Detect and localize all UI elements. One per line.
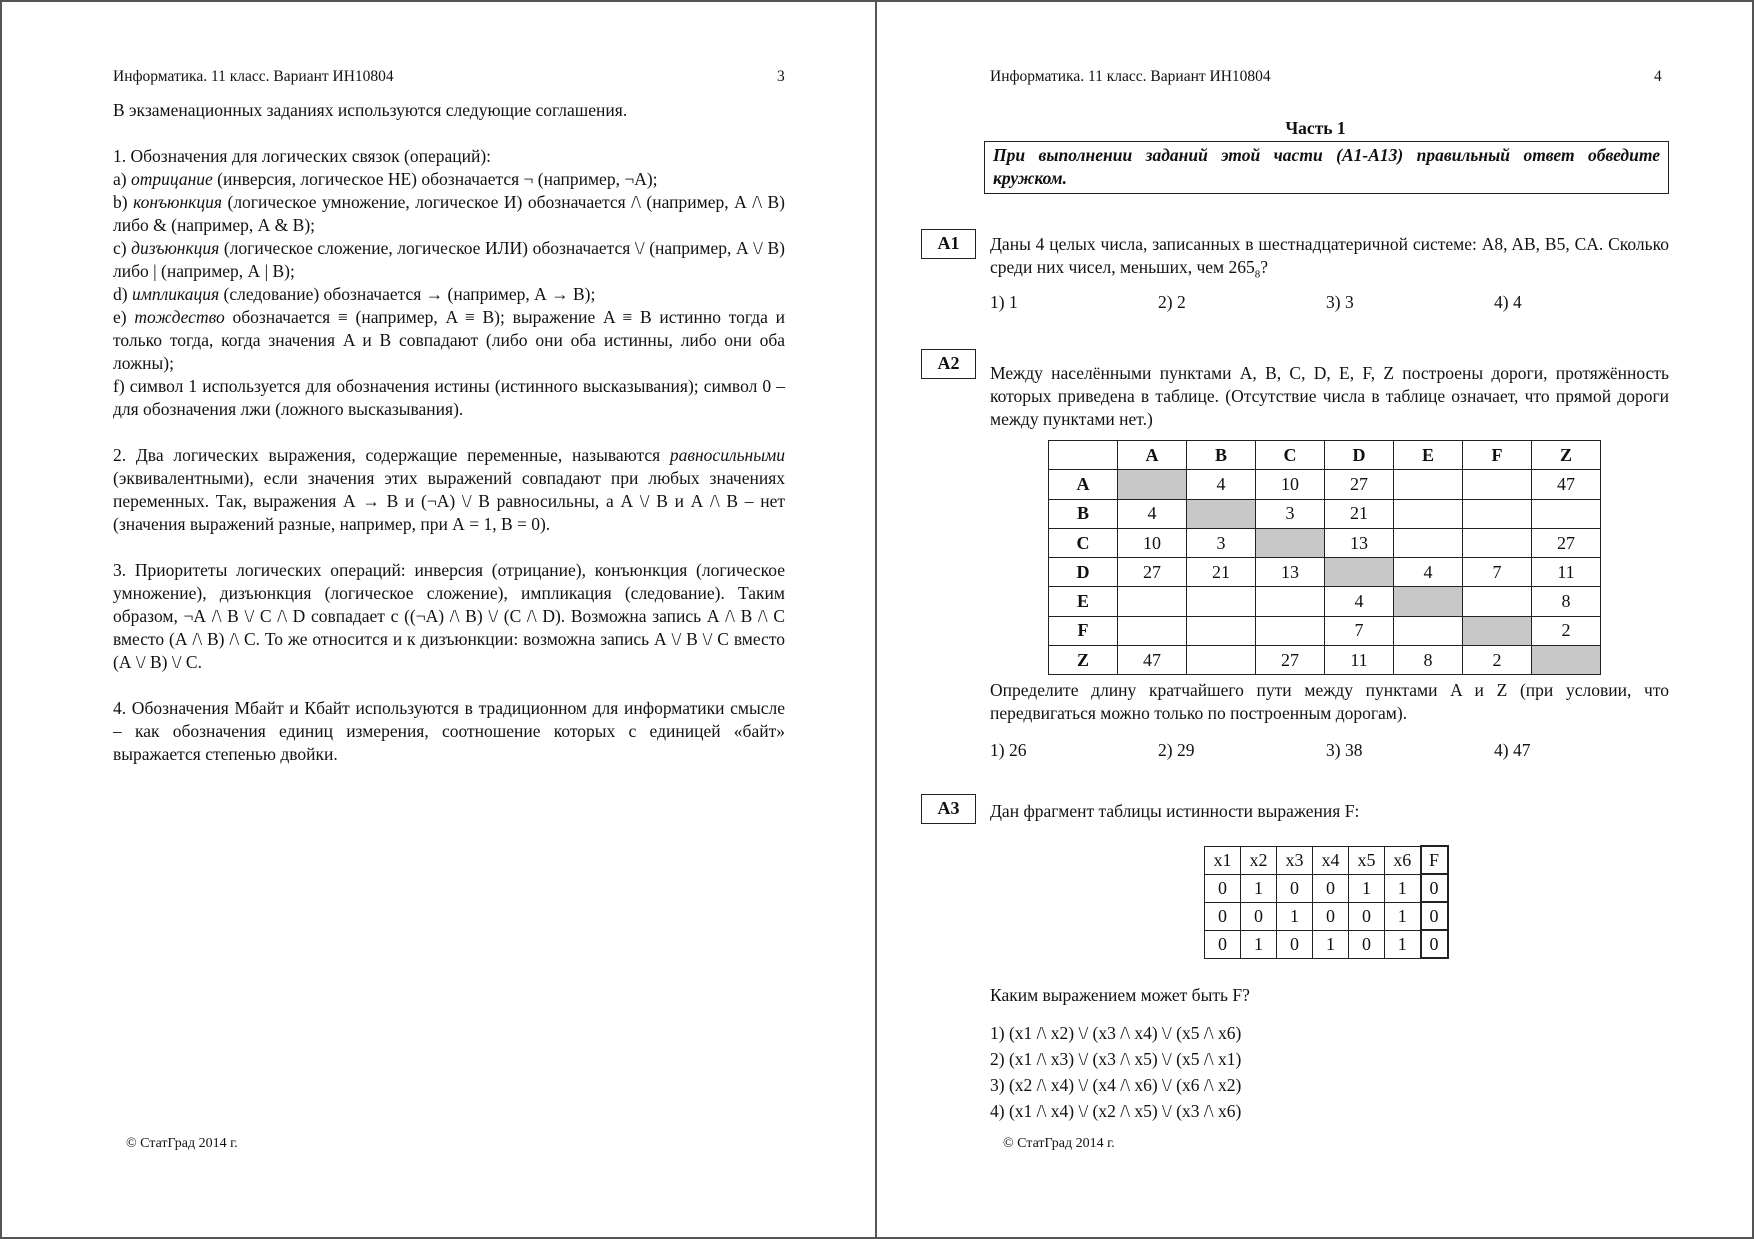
- distance-table-row-header: C: [1049, 528, 1118, 557]
- task-a3-label: А3: [921, 794, 976, 824]
- distance-table-col-header: C: [1256, 441, 1325, 470]
- truth-cell: 0: [1349, 902, 1385, 930]
- table-row: [1049, 616, 1601, 645]
- truth-cell: 0: [1277, 930, 1313, 958]
- truth-cell: 0: [1205, 930, 1241, 958]
- distance-cell: 21: [1325, 499, 1394, 528]
- distance-table-row-header: A: [1049, 470, 1118, 499]
- task-a1-answer-2[interactable]: 2) 2: [1158, 292, 1186, 312]
- distance-table-corner: [1049, 441, 1118, 470]
- task-a1-answer-1[interactable]: 1) 1: [990, 292, 1018, 312]
- truth-table-col-header: x2: [1241, 846, 1277, 874]
- truth-table-col-header: x6: [1385, 846, 1421, 874]
- truth-cell: 1: [1385, 902, 1421, 930]
- section-1-item-b: b) конъюнкция (логическое умножение, логическое И) обозначается /\ (например, А /\ В) либо & (например, А & В);: [113, 192, 785, 235]
- task-a2-answer-1[interactable]: 1) 26: [990, 740, 1027, 760]
- truth-cell: 0: [1421, 874, 1448, 902]
- distance-cell: [1187, 499, 1256, 528]
- table-row: [1049, 470, 1601, 499]
- task-a3-answer-2[interactable]: 2) (x1 /\ x3) \/ (x3 /\ x5) \/ (x5 /\ x1): [990, 1049, 1242, 1069]
- table-row: [1049, 558, 1601, 587]
- truth-table-col-header: x1: [1205, 846, 1241, 874]
- distance-cell: 4: [1394, 558, 1463, 587]
- distance-cell: [1394, 616, 1463, 645]
- truth-table-col-header: x5: [1349, 846, 1385, 874]
- task-a3-question: Каким выражением может быть F?: [990, 985, 1250, 1005]
- distance-cell: [1187, 616, 1256, 645]
- distance-cell: 27: [1325, 470, 1394, 499]
- distance-cell: [1118, 587, 1187, 616]
- right-page-header-title: Информатика. 11 класс. Вариант ИН10804: [990, 68, 1271, 85]
- distance-cell: 2: [1532, 616, 1601, 645]
- task-a3-text: Дан фрагмент таблицы истинности выражения F:: [990, 801, 1360, 821]
- left-page-header-title: Информатика. 11 класс. Вариант ИН10804: [113, 68, 394, 85]
- truth-table-col-header: F: [1421, 846, 1448, 874]
- conventions-text: [113, 99, 785, 766]
- distance-cell: 3: [1187, 528, 1256, 557]
- distance-table-col-header: F: [1463, 441, 1532, 470]
- truth-table-col-header: x3: [1277, 846, 1313, 874]
- distance-cell: [1463, 528, 1532, 557]
- distance-table-row-header: B: [1049, 499, 1118, 528]
- distance-cell: 4: [1118, 499, 1187, 528]
- truth-cell: 0: [1349, 930, 1385, 958]
- distance-cell: 13: [1325, 528, 1394, 557]
- truth-cell: 0: [1313, 874, 1349, 902]
- section-2-paragraph: 2. Два логических выражения, содержащие переменные, называются равносильными (эквивалентными), если значения этих выражений совпадают при любых значениях переменных. Так, выражения А → В и (¬А) \/ В равносильны, а А \/ В и А /\ В – нет (значения выражений разные, например, при А = 1, В = 0).: [113, 445, 785, 534]
- distance-table: [1048, 440, 1601, 675]
- distance-table-col-header: E: [1394, 441, 1463, 470]
- distance-cell: 2: [1463, 646, 1532, 675]
- distance-table-row-header: D: [1049, 558, 1118, 587]
- distance-cell: 27: [1256, 646, 1325, 675]
- task-a1-answer-3[interactable]: 3) 3: [1326, 292, 1354, 312]
- table-row: [1049, 528, 1601, 557]
- section-1-item-a: a) отрицание (инверсия, логическое НЕ) обозначается ¬ (например, ¬А);: [113, 169, 658, 189]
- right-page-footer: © СтатГрад 2014 г.: [1003, 1136, 1115, 1151]
- distance-cell: 13: [1256, 558, 1325, 587]
- section-1-heading: 1. Обозначения для логических связок (операций):: [113, 146, 492, 166]
- distance-table-col-header: Z: [1532, 441, 1601, 470]
- distance-cell: [1532, 646, 1601, 675]
- distance-cell: 3: [1256, 499, 1325, 528]
- distance-cell: [1394, 470, 1463, 499]
- task-a2-text: Между населёнными пунктами A, B, C, D, E, F, Z построены дороги, протяжённость которых приведена в таблице. (Отсутствие числа в таблице означает, что прямой дороги между пунктами нет.): [990, 363, 1669, 429]
- distance-cell: 11: [1325, 646, 1394, 675]
- distance-cell: [1394, 528, 1463, 557]
- distance-cell: [1532, 499, 1601, 528]
- truth-cell: 0: [1277, 874, 1313, 902]
- distance-table-col-header: B: [1187, 441, 1256, 470]
- left-page-footer: © СтатГрад 2014 г.: [126, 1136, 238, 1151]
- distance-cell: [1118, 616, 1187, 645]
- distance-cell: [1118, 470, 1187, 499]
- distance-cell: [1463, 499, 1532, 528]
- task-a1-answer-4[interactable]: 4) 4: [1494, 292, 1522, 312]
- intro-paragraph: В экзаменационных заданиях используются следующие соглашения.: [113, 100, 628, 120]
- distance-cell: 47: [1532, 470, 1601, 499]
- truth-cell: 1: [1385, 874, 1421, 902]
- task-a2-question: Определите длину кратчайшего пути между пунктами A и Z (при условии, что передвигаться можно только по построенным дорогам).: [990, 680, 1669, 723]
- truth-cell: 1: [1313, 930, 1349, 958]
- truth-cell: 1: [1385, 930, 1421, 958]
- truth-cell: 0: [1205, 902, 1241, 930]
- distance-cell: 21: [1187, 558, 1256, 587]
- left-page-number: 3: [777, 68, 785, 85]
- truth-cell: 0: [1421, 930, 1448, 958]
- distance-cell: [1256, 528, 1325, 557]
- table-row: [1049, 499, 1601, 528]
- task-a3-answer-1[interactable]: 1) (x1 /\ x2) \/ (x3 /\ x4) \/ (x5 /\ x6): [990, 1023, 1242, 1043]
- truth-table: [1204, 845, 1449, 959]
- task-a3-answer-4[interactable]: 4) (x1 /\ x4) \/ (x2 /\ x5) \/ (x3 /\ x6): [990, 1101, 1242, 1121]
- truth-cell: 0: [1313, 902, 1349, 930]
- table-row: [1049, 646, 1601, 675]
- distance-cell: [1325, 558, 1394, 587]
- distance-table-header-row: [1049, 441, 1601, 470]
- truth-cell: 0: [1241, 902, 1277, 930]
- table-row: [1049, 587, 1601, 616]
- distance-cell: [1256, 587, 1325, 616]
- distance-table-row-header: F: [1049, 616, 1118, 645]
- section-1-item-f: f) символ 1 используется для обозначения истины (истинного высказывания); символ 0 – для обозначения лжи (ложного высказывания).: [113, 376, 785, 419]
- table-row: [1205, 874, 1448, 902]
- distance-cell: [1394, 499, 1463, 528]
- task-a1-text: Даны 4 целых числа, записанных в шестнадцатеричной системе: A8, AB, B5, CA. Сколько среди них чисел, меньших, чем $265_8$?: [990, 234, 1669, 281]
- truth-table-col-header: x4: [1313, 846, 1349, 874]
- task-a2-answer-3[interactable]: 3) 38: [1326, 740, 1363, 760]
- distance-cell: [1394, 587, 1463, 616]
- section-4-paragraph: 4. Обозначения Мбайт и Кбайт используются в традиционном для информатики смысле – как обозначения единиц измерения, соотношение которых с единицей «байт» выражается степенью двойки.: [113, 698, 785, 764]
- section-3-paragraph: 3. Приоритеты логических операций: инверсия (отрицание), конъюнкция (логическое умножение), дизъюнкция (логическое сложение), импликация (следование). Таким образом, ¬А /\ В \/ С /\ D совпадает с ((¬А) /\ В) \/ (С /\ D). Возможна запись А /\ В /\ С вместо (А /\ В) /\ С. То же относится и к дизъюнкции: возможна запись А \/ В \/ С вместо (А \/ В) \/ С.: [113, 560, 785, 672]
- distance-cell: 10: [1256, 470, 1325, 499]
- table-row: [1205, 902, 1448, 930]
- task-a1-label: А1: [921, 229, 976, 259]
- truth-cell: 1: [1349, 874, 1385, 902]
- distance-cell: [1463, 616, 1532, 645]
- distance-cell: 8: [1394, 646, 1463, 675]
- task-a2-answer-4[interactable]: 4) 47: [1494, 740, 1531, 760]
- section-1-item-d: d) импликация (следование) обозначается → (например, А → В);: [113, 284, 596, 304]
- distance-table-col-header: A: [1118, 441, 1187, 470]
- distance-cell: 10: [1118, 528, 1187, 557]
- section-1-item-c: c) дизъюнкция (логическое сложение, логическое ИЛИ) обозначается \/ (например, А \/ В) либо | (например, А | В);: [113, 238, 785, 281]
- truth-table-header-row: [1205, 846, 1448, 874]
- part-title: Часть 1: [1285, 118, 1346, 138]
- task-a3-answer-3[interactable]: 3) (x2 /\ x4) \/ (x4 /\ x6) \/ (x6 /\ x2): [990, 1075, 1242, 1095]
- instruction-box: При выполнении заданий этой части (А1-А13) правильный ответ обведите кружком.: [984, 141, 1669, 194]
- distance-cell: [1187, 587, 1256, 616]
- distance-cell: [1463, 587, 1532, 616]
- truth-cell: 1: [1241, 874, 1277, 902]
- truth-cell: 0: [1205, 874, 1241, 902]
- distance-cell: 7: [1463, 558, 1532, 587]
- distance-cell: 7: [1325, 616, 1394, 645]
- distance-cell: [1463, 470, 1532, 499]
- distance-cell: 47: [1118, 646, 1187, 675]
- truth-cell: 1: [1277, 902, 1313, 930]
- task-a2-label: А2: [921, 349, 976, 379]
- distance-cell: 4: [1187, 470, 1256, 499]
- distance-table-row-header: E: [1049, 587, 1118, 616]
- distance-cell: [1256, 616, 1325, 645]
- truth-cell: 1: [1241, 930, 1277, 958]
- right-page-number: 4: [1654, 68, 1662, 85]
- task-a3-answers: [990, 1020, 1241, 1124]
- distance-cell: 27: [1118, 558, 1187, 587]
- distance-cell: 11: [1532, 558, 1601, 587]
- distance-table-col-header: D: [1325, 441, 1394, 470]
- distance-cell: [1187, 646, 1256, 675]
- distance-table-row-header: Z: [1049, 646, 1118, 675]
- truth-cell: 0: [1421, 902, 1448, 930]
- table-row: [1205, 930, 1448, 958]
- right-page: [877, 0, 1754, 1239]
- distance-cell: 8: [1532, 587, 1601, 616]
- distance-cell: 27: [1532, 528, 1601, 557]
- distance-cell: 4: [1325, 587, 1394, 616]
- section-1-item-e: e) тождество обозначается ≡ (например, A ≡ B); выражение A ≡ B истинно тогда и только тогда, когда значения A и B совпадают (либо они оба истинны, либо они оба ложны);: [113, 307, 785, 373]
- task-a2-answer-2[interactable]: 2) 29: [1158, 740, 1195, 760]
